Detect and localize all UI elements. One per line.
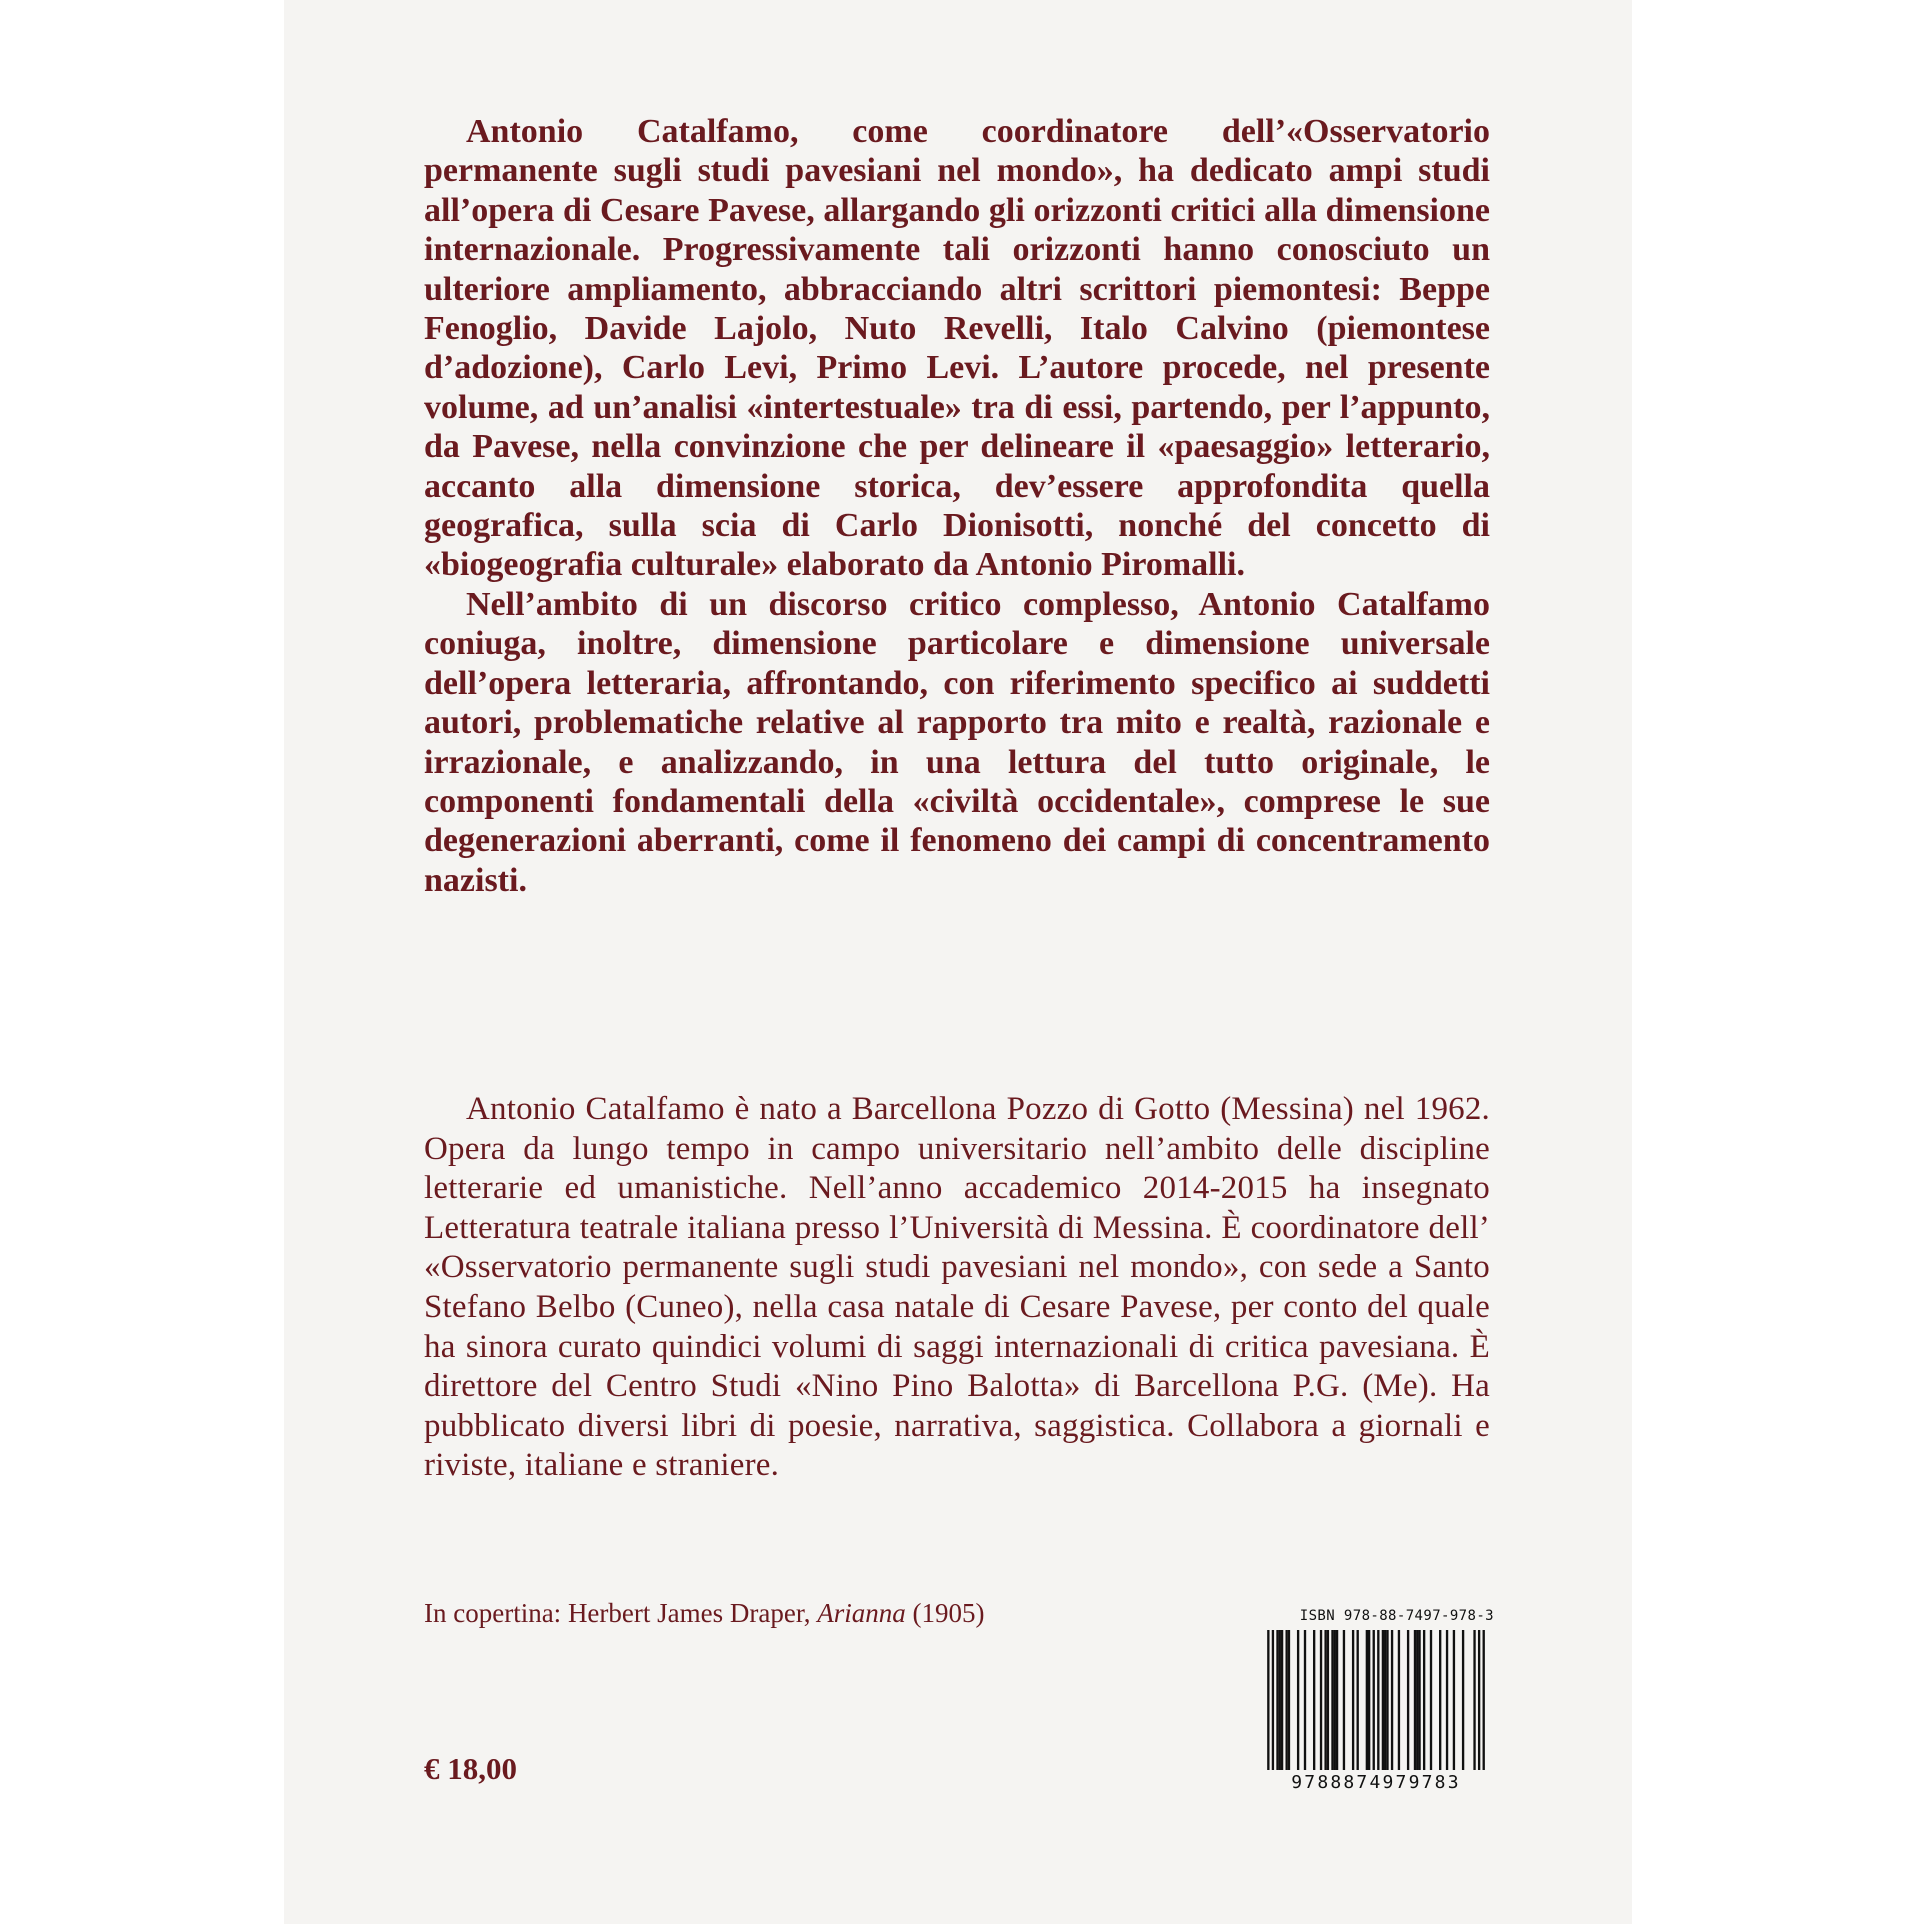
barcode-bar <box>1398 1630 1400 1770</box>
barcode-bar <box>1279 1630 1281 1770</box>
author-bio <box>424 1090 1490 1486</box>
barcode-bar <box>1391 1630 1393 1770</box>
barcode-bar <box>1462 1630 1464 1770</box>
cover-credit-year: (1905) <box>912 1598 985 1628</box>
barcode-bar <box>1423 1630 1425 1770</box>
synopsis <box>424 112 1490 900</box>
cover-credit-prefix: In copertina: Herbert James Draper, <box>424 1598 811 1628</box>
barcode-bar <box>1334 1630 1336 1770</box>
barcode-bar <box>1276 1630 1278 1770</box>
barcode-bar <box>1286 1630 1288 1770</box>
cover-credit <box>424 1598 985 1629</box>
barcode-bar <box>1297 1630 1299 1770</box>
price-label: € 18,00 <box>424 1751 517 1786</box>
barcode-bar <box>1407 1630 1409 1770</box>
barcode-bar <box>1352 1630 1354 1770</box>
barcode-bar <box>1281 1630 1283 1770</box>
barcode-bar <box>1478 1630 1480 1770</box>
barcode-bar <box>1386 1630 1388 1770</box>
barcode-bar <box>1430 1630 1432 1770</box>
barcode-bar <box>1382 1630 1384 1770</box>
barcode-bar <box>1368 1630 1370 1770</box>
barcode-bar <box>1377 1630 1379 1770</box>
barcode-bar <box>1453 1630 1455 1770</box>
synopsis-paragraph-2: Nell’ambito di un discorso critico complesso, Antonio Catalfamo coniuga, inoltre, dimensione particolare e dimensione universale dell’opera letteraria, affrontando, con riferimento specifico ai suddetti autori, problematiche relative al rapporto tra mito e realtà, razionale e irrazionale, e analizzando, in una lettura del tutto originale, le componenti fondamentali della «civiltà occidentale», comprese le sue degenerazioni aberranti, come il fenomeno dei campi di concentramento nazisti. <box>424 585 1490 899</box>
barcode-bar <box>1439 1630 1441 1770</box>
barcode-bar <box>1483 1630 1485 1770</box>
barcode-bar <box>1313 1630 1315 1770</box>
isbn-label: ISBN 978-88-7497-978-3 <box>1299 1608 1494 1624</box>
author-bio-paragraph: Antonio Catalfamo è nato a Barcellona Pozzo di Gotto (Messina) nel 1962. Opera da lungo tempo in campo universitario nell’ambito delle discipline letterarie ed umanistiche. Nell’anno accademico 2014-2015 ha insegnato Letteratura teatrale italiana presso l’Università di Messina. È coordinatore dell’ «Osservatorio permanente sugli studi pavesiani nel mondo», con sede a Santo Stefano Belbo (Cuneo), nella casa natale di Cesare Pavese, per conto del quale ha sinora curato quindici volumi di saggi internazionali di critica pavesiana. È direttore del Centro Studi «Nino Pino Balotta» di Barcellona P.G. (Me). Ha pubblicato diversi libri di poesie, narrativa, saggistica. Collabora a giornali e riviste, italiane e straniere. <box>424 1091 1490 1484</box>
barcode-bar <box>1267 1630 1269 1770</box>
barcode-bar <box>1288 1630 1290 1770</box>
barcode-bar <box>1414 1630 1416 1770</box>
barcode-bar <box>1446 1630 1448 1770</box>
barcode-bar <box>1384 1630 1386 1770</box>
synopsis-paragraph-1: Antonio Catalfamo, come coordinatore dell’«Osservatorio permanente sugli studi pavesiani nel mondo», ha dedicato ampi studi all’opera di Cesare Pavese, allargando gli orizzonti critici alla dimensione internazionale. Progressivamente tali orizzonti hanno conosciuto un ulteriore ampliamento, abbracciando altri scrittori piemontesi: Beppe Fenoglio, Davide Lajolo, Nuto Revelli, Italo Calvino (piemontese d’adozione), Carlo Levi, Primo Levi. L’autore procede, nel presente volume, ad un’analisi «intertestuale» tra di essi, partendo, per l’appunto, da Pavese, nella convinzione che per delineare il «paesaggio» letterario, accanto alla dimensione storica, dev’essere approfondita quella geografica, sulla scia di Carlo Dionisotti, nonché del concetto di «biogeografia culturale» elaborato da Antonio Piromalli. <box>424 113 1490 584</box>
barcode-bar <box>1366 1630 1368 1770</box>
barcode-bar <box>1343 1630 1345 1770</box>
isbn-barcode <box>1258 1608 1494 1796</box>
barcode-bar <box>1324 1630 1326 1770</box>
cover-credit-artwork: Arianna <box>817 1598 906 1628</box>
barcode-bar <box>1336 1630 1338 1770</box>
barcode-bar <box>1357 1630 1359 1770</box>
barcode-bar <box>1373 1630 1375 1770</box>
barcode-bar <box>1418 1630 1420 1770</box>
barcode-bar <box>1320 1630 1322 1770</box>
barcode-bar <box>1331 1630 1333 1770</box>
barcode-bar <box>1304 1630 1306 1770</box>
barcode-bar <box>1327 1630 1329 1770</box>
barcode-bars <box>1258 1630 1494 1770</box>
barcode-digits: 9788874979783 <box>1291 1772 1461 1793</box>
barcode-bar <box>1473 1630 1475 1770</box>
barcode-bar <box>1416 1630 1418 1770</box>
barcode-bar <box>1272 1630 1274 1770</box>
